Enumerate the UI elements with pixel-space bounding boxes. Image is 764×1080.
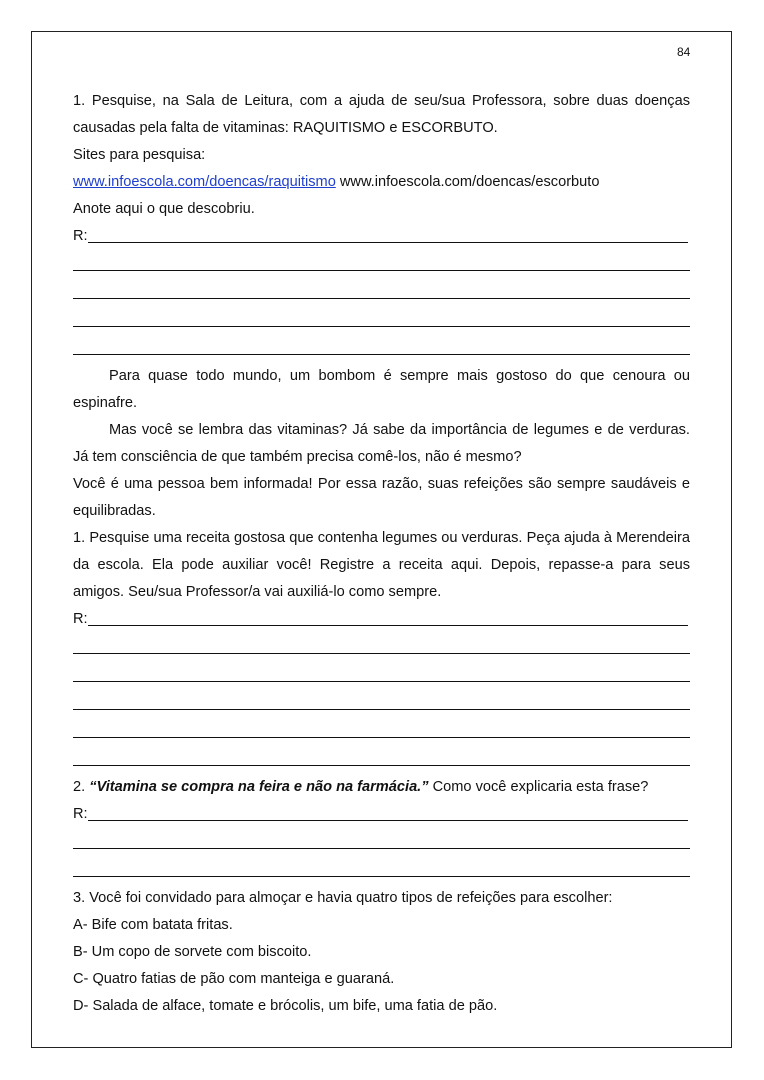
- answer-line[interactable]: [73, 690, 690, 710]
- answer-line[interactable]: [73, 307, 690, 327]
- answer-line[interactable]: [73, 829, 690, 849]
- paragraph-informada: Você é uma pessoa bem informada! Por essa razão, suas refeições são sempre saudáveis e equilibradas.: [73, 476, 690, 519]
- worksheet-content: [73, 88, 690, 1020]
- note-instruction: Anote aqui o que descobriu.: [73, 201, 255, 217]
- sites-label: Sites para pesquisa:: [73, 147, 206, 163]
- quote-text: “Vitamina se compra na feira e não na farmácia.”: [89, 779, 429, 795]
- answer-prefix: R:: [73, 228, 88, 244]
- answer-line-first[interactable]: [73, 801, 690, 829]
- option-d: D- Salada de alface, tomate e brócolis, um bife, uma fatia de pão.: [73, 998, 498, 1014]
- answer-line-first[interactable]: [73, 606, 690, 634]
- option-a: A- Bife com batata fritas.: [73, 917, 233, 933]
- answer-prefix: R:: [73, 806, 88, 822]
- answer-line[interactable]: [73, 746, 690, 766]
- option-b: B- Um copo de sorvete com biscoito.: [73, 944, 312, 960]
- question-number: 2.: [73, 779, 86, 795]
- question-2-quote: [73, 774, 690, 801]
- link-escorbuto: www.infoescola.com/doencas/escorbuto: [339, 174, 600, 190]
- answer-line[interactable]: [73, 662, 690, 682]
- paragraph-vitaminas: Mas você se lembra das vitaminas? Já sabe da importância de legumes e de verduras. Já tem consciência de que também precisa comê-los, não é mesmo?: [73, 422, 690, 465]
- answer-line[interactable]: [73, 279, 690, 299]
- sites-links: [73, 169, 690, 196]
- link-raquitismo[interactable]: www.infoescola.com/doencas/raquitismo: [73, 174, 336, 190]
- answer-prefix: R:: [73, 611, 88, 627]
- question-1-vitamins-diseases: 1. Pesquise, na Sala de Leitura, com a ajuda de seu/sua Professora, sobre duas doenças causadas pela falta de vitaminas: RAQUITISMO e ESCORBUTO.: [73, 93, 690, 136]
- question-3-meals: 3. Você foi convidado para almoçar e havia quatro tipos de refeições para escolher:: [73, 890, 613, 906]
- question-recipe: 1. Pesquise uma receita gostosa que contenha legumes ou verduras. Peça ajuda à Merendeira da escola. Ela pode auxiliar você! Registre a receita aqui. Depois, repasse-a para seus amigos. Seu/sua Professor/a vai auxiliá-lo como sempre.: [73, 530, 690, 600]
- answer-line[interactable]: [73, 718, 690, 738]
- option-c: C- Quatro fatias de pão com manteiga e guaraná.: [73, 971, 395, 987]
- answer-line[interactable]: [73, 857, 690, 877]
- page-number: 84: [677, 45, 691, 59]
- answer-line[interactable]: [73, 335, 690, 355]
- paragraph-bombom: Para quase todo mundo, um bombom é sempre mais gostoso do que cenoura ou espinafre.: [73, 368, 690, 411]
- question-text: Como você explicaria esta frase?: [432, 779, 649, 795]
- answer-line[interactable]: [73, 634, 690, 654]
- answer-line-first[interactable]: [73, 223, 690, 251]
- answer-line[interactable]: [73, 251, 690, 271]
